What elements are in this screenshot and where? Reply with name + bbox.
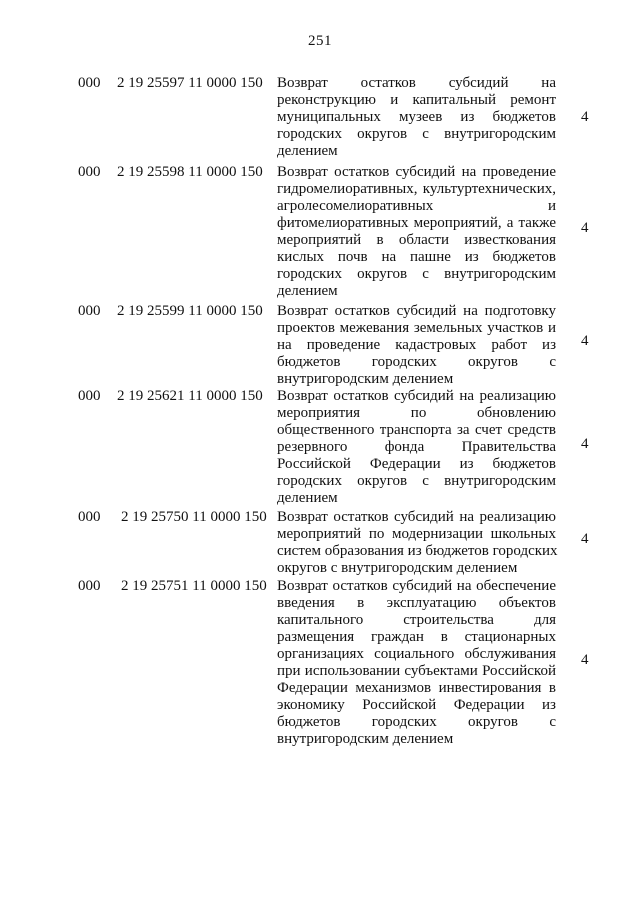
description-line: внутригородским делением xyxy=(277,371,454,387)
description-line: систем образования из бюджетов городских xyxy=(277,543,558,559)
row-amount: 4 xyxy=(581,652,589,668)
description-line: бюджетов городских округов с xyxy=(277,354,556,370)
admin-code: 000 xyxy=(78,509,101,525)
description-line: городских округов с внутригородским xyxy=(277,126,556,142)
description-line: кислых почв на пашне из бюджетов xyxy=(277,249,556,265)
description-line: общественного транспорта за счет средств xyxy=(277,422,556,438)
description-line: мероприятия по обновлению xyxy=(277,405,556,421)
description-line: делением xyxy=(277,490,338,506)
description-line: агролесомелиоративных и xyxy=(277,198,556,214)
description-line: введения в эксплуатацию объектов xyxy=(277,595,556,611)
row-description xyxy=(277,303,556,388)
row-amount: 4 xyxy=(581,333,589,349)
page-number: 251 xyxy=(308,33,332,49)
description-line: реконструкцию и капитальный ремонт xyxy=(277,92,556,108)
description-line: городских округов с внутригородским xyxy=(277,266,556,282)
description-line: Возврат остатков субсидий на обеспечение xyxy=(277,578,556,594)
description-line: Возврат остатков субсидий на реализацию xyxy=(277,388,556,404)
row-amount: 4 xyxy=(581,531,589,547)
description-line: гидромелиоративных, культуртехнических, xyxy=(277,181,556,197)
budget-code: 2 19 25598 11 0000 150 xyxy=(117,164,263,180)
budget-code: 2 19 25621 11 0000 150 xyxy=(117,388,263,404)
description-line: резервного фонда Правительства xyxy=(277,439,556,455)
row-description xyxy=(277,509,556,577)
admin-code: 000 xyxy=(78,388,101,404)
row-description xyxy=(277,164,556,300)
description-line: Федерации механизмов инвестирования в xyxy=(277,680,556,696)
description-line: капитального строительства для xyxy=(277,612,556,628)
description-line: Возврат остатков субсидий на xyxy=(277,75,556,91)
description-line: на проведение кадастровых работ из xyxy=(277,337,556,353)
description-line: бюджетов городских округов с xyxy=(277,714,556,730)
row-description xyxy=(277,388,556,507)
description-line: фитомелиоративных мероприятий, а также xyxy=(277,215,556,231)
description-line: проектов межевания земельных участков и xyxy=(277,320,556,336)
description-line: Российской Федерации из бюджетов xyxy=(277,456,556,472)
description-line: Возврат остатков субсидий на проведение xyxy=(277,164,556,180)
description-line: делением xyxy=(277,143,338,159)
budget-code: 2 19 25599 11 0000 150 xyxy=(117,303,263,319)
description-line: размещения граждан в стационарных xyxy=(277,629,556,645)
row-amount: 4 xyxy=(581,436,589,452)
description-line: экономику Российской Федерации из xyxy=(277,697,556,713)
description-line: организациях социального обслуживания xyxy=(277,646,556,662)
row-amount: 4 xyxy=(581,220,589,236)
admin-code: 000 xyxy=(78,75,101,91)
description-line: внутригородским делением xyxy=(277,731,454,747)
description-line: городских округов с внутригородским xyxy=(277,473,556,489)
budget-code: 2 19 25751 11 0000 150 xyxy=(121,578,267,594)
description-line: Возврат остатков субсидий на реализацию xyxy=(277,509,556,525)
description-line: мероприятий по модернизации школьных xyxy=(277,526,556,542)
row-description xyxy=(277,578,556,748)
budget-code: 2 19 25597 11 0000 150 xyxy=(117,75,263,91)
admin-code: 000 xyxy=(78,578,101,594)
description-line: при использовании субъектами Российской xyxy=(277,663,556,679)
description-line: муниципальных музеев из бюджетов xyxy=(277,109,556,125)
description-line: Возврат остатков субсидий на подготовку xyxy=(277,303,556,319)
row-description xyxy=(277,75,556,160)
description-line: мероприятий в области известкования xyxy=(277,232,556,248)
description-line: делением xyxy=(277,283,338,299)
admin-code: 000 xyxy=(78,303,101,319)
budget-code: 2 19 25750 11 0000 150 xyxy=(121,509,267,525)
admin-code: 000 xyxy=(78,164,101,180)
row-amount: 4 xyxy=(581,109,589,125)
description-line: округов с внутригородским делением xyxy=(277,560,518,576)
